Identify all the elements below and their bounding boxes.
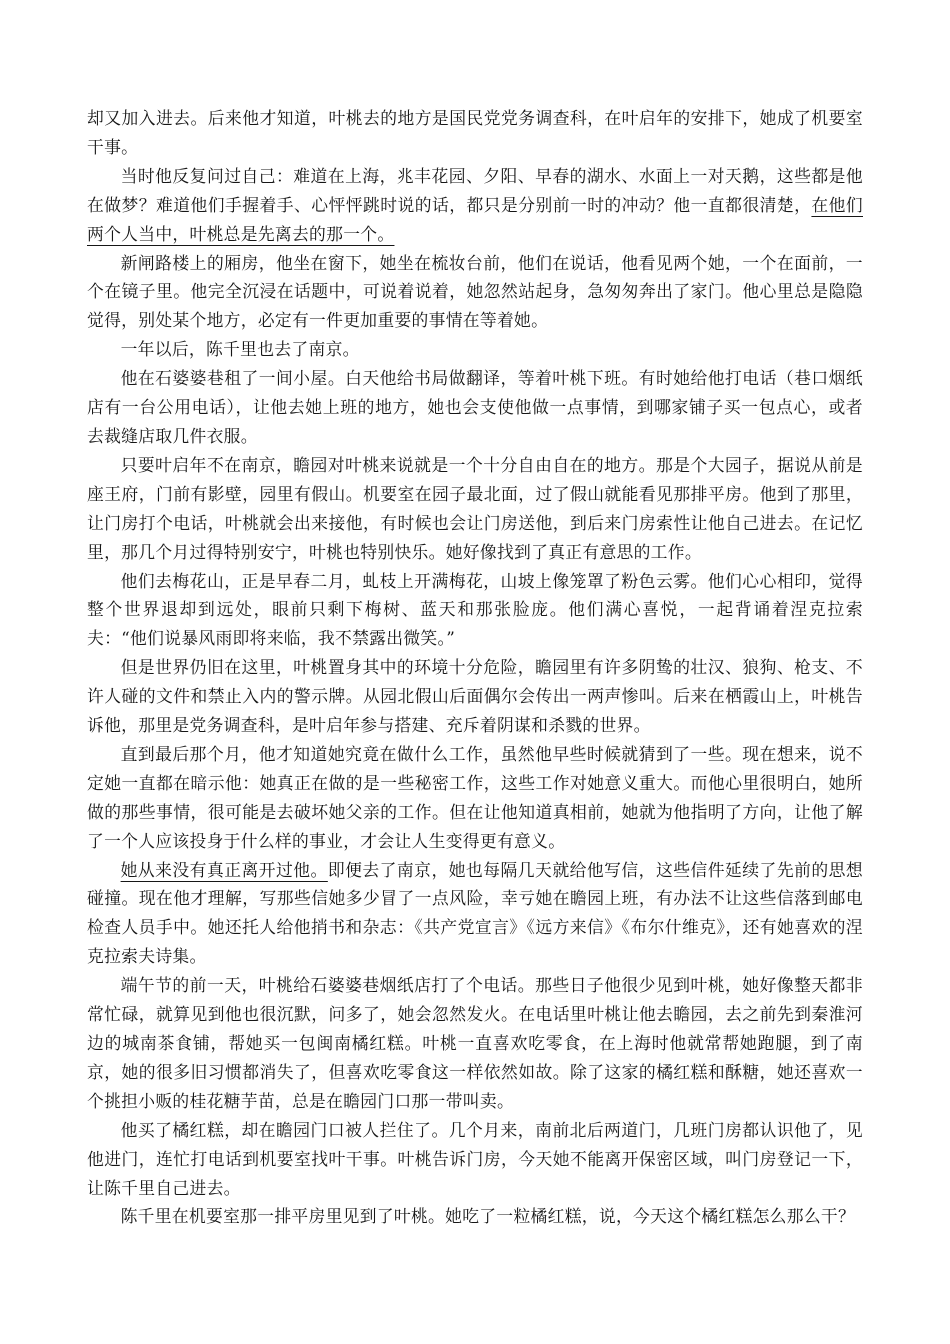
paragraph: [87, 451, 863, 567]
paragraph: [87, 104, 863, 162]
text-segment: 新闸路楼上的厢房，他坐在窗下，她坐在梳妆台前，他们在说话，他看见两个她，一个在面前，一个在镜子里。他完全沉浸在话题中，可说着说着，她忽然站起身，急匆匆奔出了家门。他心里总是隐隐觉得，别处某个地方，必定有一件更加重要的事情在等着她。: [87, 252, 863, 331]
text-segment: 即便去了南京，她也每隔几天就给他写信，这些信件延续了先前的思想碰撞。现在他才理解，写那些信她多少冒了一点风险，幸亏她在瞻园上班，有办法不让这些信落到邮电检查人员手中。她还托人给他捎书和杂志：《共产党宣言》《远方来信》《布尔什维克》，还有她喜欢的涅克拉索夫诗集。: [87, 859, 863, 967]
paragraph: [87, 740, 863, 856]
paragraph: [87, 162, 863, 249]
text-segment: 只要叶启年不在南京，瞻园对叶桃来说就是一个十分自由自在的地方。那是个大园子，据说从前是座王府，门前有影壁，园里有假山。机要室在园子最北面，过了假山就能看见那排平房。他到了那里，让门房打个电话，叶桃就会出来接他，有时候也会让门房送他，到后来门房索性让他自己进去。在记忆里，那几个月过得特别安宁，叶桃也特别快乐。她好像找到了真正有意思的工作。: [87, 454, 863, 562]
paragraph: [87, 1202, 863, 1231]
paragraph: [87, 335, 863, 364]
paragraph: [87, 364, 863, 451]
paragraph: [87, 971, 863, 1116]
paragraph: [87, 249, 863, 336]
underlined-sentence: 在他们两个人当中，叶桃总是先离去的那一个。: [87, 194, 863, 244]
text-segment: 他们去梅花山，正是早春二月，虬枝上开满梅花，山坡上像笼罩了粉色云雾。他们心心相印，觉得整个世界退却到远处，眼前只剩下梅树、蓝天和那张脸庞。他们满心喜悦，一起背诵着涅克拉索夫：“他们说暴风雨即将来临，我不禁露出微笑。”: [87, 570, 863, 649]
text-segment: 他在石婆婆巷租了一间小屋。白天他给书局做翻译，等着叶桃下班。有时她给他打电话（巷口烟纸店有一台公用电话），让他去她上班的地方，她也会支使他做一点事情，到哪家铺子买一包点心，或者去裁缝店取几件衣服。: [87, 368, 863, 446]
text-segment: 陈千里在机要室那一排平房里见到了叶桃。她吃了一粒橘红糕，说，今天这个橘红糕怎么那么干？: [120, 1206, 856, 1227]
paragraph: [87, 567, 863, 654]
underlined-sentence: 她从来没有真正离开过他。: [120, 859, 328, 880]
passage-text: [87, 104, 863, 1231]
text-segment: 他买了橘红糕，却在瞻园门口被人拦住了。几个月来，南前北后两道门，几班门房都认识他了，见他进门，连忙打电话到机要室找叶干事。叶桃告诉门房，今天她不能离开保密区域，叫门房登记一下，让陈千里自己进去。: [87, 1119, 863, 1198]
text-segment: 一年以后，陈千里也去了南京。: [120, 339, 360, 360]
paragraph: [87, 653, 863, 740]
paragraph: [87, 1116, 863, 1203]
text-segment: 却又加入进去。后来他才知道，叶桃去的地方是国民党党务调查科，在叶启年的安排下，她成了机要室干事。: [87, 108, 863, 157]
text-segment: 当时他反复问过自己：难道在上海，兆丰花园、夕阳、早春的湖水、水面上一对天鹅，这些都是他在做梦？难道他们手握着手、心怦怦跳时说的话，都只是分别前一时的冲动？他一直都很清楚，: [87, 165, 863, 215]
text-segment: 端午节的前一天，叶桃给石婆婆巷烟纸店打了个电话。那些日子他很少见到叶桃，她好像整天都非常忙碌，就算见到他也很沉默，问多了，她会忽然发火。在电话里叶桃让他去瞻园，去之前先到秦淮河边的城南茶食铺，帮她买一包闽南橘红糕。叶桃一直喜欢吃零食，在上海时他就常帮她跑腿，到了南京，她的很多旧习惯都消失了，但喜欢吃零食这一样依然如故。除了这家的橘红糕和酥糖，她还喜欢一个挑担小贩的桂花糖芋苗，总是在瞻园门口那一带叫卖。: [87, 975, 863, 1111]
text-segment: 但是世界仍旧在这里，叶桃置身其中的环境十分危险，瞻园里有许多阴鸷的壮汉、狼狗、枪支、不许人碰的文件和禁止入内的警示牌。从园北假山后面偶尔会传出一两声惨叫。后来在栖霞山上，叶桃告诉他，那里是党务调查科，是叶启年参与搭建、充斥着阴谋和杀戮的世界。: [87, 657, 863, 736]
text-segment: 直到最后那个月，他才知道她究竟在做什么工作，虽然他早些时候就猜到了一些。现在想来，说不定她一直都在暗示他：她真正在做的是一些秘密工作，这些工作对她意义重大。而他心里很明白，她所做的那些事情，很可能是去破坏她父亲的工作。但在让他知道真相前，她就为他指明了方向，让他了解了一个人应该投身于什么样的事业，才会让人生变得更有意义。: [87, 743, 863, 851]
paragraph: [87, 856, 863, 972]
